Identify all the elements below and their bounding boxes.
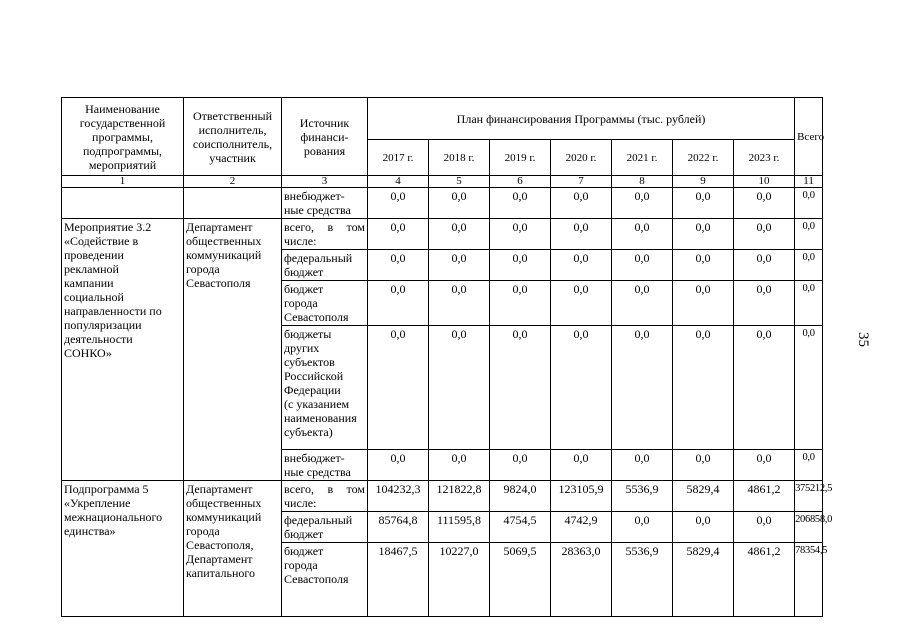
- column-index: 8: [612, 176, 673, 188]
- source-word: всего,: [284, 220, 315, 234]
- source-text: бюджет города Севастополя: [284, 282, 349, 324]
- year-value-cell: 0,0: [612, 512, 673, 543]
- funding-source-cell: [282, 250, 368, 281]
- executor-cell: Департамент общественных коммуникаций города Севастополя, Департамент капитального: [184, 481, 282, 617]
- funding-source-cell: [282, 543, 368, 617]
- year-value-cell: 0,0: [490, 450, 551, 481]
- header-funding-source: Источник финанси- рования: [282, 98, 368, 176]
- year-value-cell: 0,0: [551, 188, 612, 219]
- header-year: 2021 г.: [612, 140, 673, 176]
- source-text: внебюджет- ные средства: [284, 189, 351, 217]
- column-index: 9: [673, 176, 734, 188]
- header-year: 2018 г.: [429, 140, 490, 176]
- total-value-cell: 0,0: [795, 188, 823, 219]
- year-value-cell: 0,0: [734, 281, 795, 326]
- source-line: [284, 482, 365, 496]
- column-index: 6: [490, 176, 551, 188]
- year-value-cell: 5829,4: [673, 481, 734, 512]
- header-year: 2020 г.: [551, 140, 612, 176]
- year-value-cell: 0,0: [490, 281, 551, 326]
- year-value-cell: 0,0: [612, 281, 673, 326]
- year-value-cell: 0,0: [490, 188, 551, 219]
- empty-cell: [184, 188, 282, 219]
- funding-source-cell: [282, 450, 368, 481]
- year-value-cell: 0,0: [429, 188, 490, 219]
- total-value-cell: 0,0: [795, 450, 823, 481]
- source-text: бюджеты других субъектов Российской Федерации (с указанием наименования субъекта): [284, 327, 357, 439]
- year-value-cell: 28363,0: [551, 543, 612, 617]
- source-word: том: [346, 482, 365, 496]
- source-text: федеральный бюджет: [284, 251, 353, 279]
- year-value-cell: 0,0: [490, 326, 551, 450]
- year-value-cell: 10227,0: [429, 543, 490, 617]
- year-value-cell: 0,0: [368, 450, 429, 481]
- funding-source-cell: [282, 219, 368, 250]
- total-value-cell: 78354,5: [795, 543, 823, 617]
- table-row: [62, 219, 823, 250]
- year-value-cell: 0,0: [551, 450, 612, 481]
- program-name-cell: Подпрограмма 5 «Укрепление межнационального единства»: [62, 481, 184, 617]
- funding-source-cell: [282, 188, 368, 219]
- year-value-cell: 0,0: [673, 326, 734, 450]
- year-value-cell: 0,0: [734, 326, 795, 450]
- year-value-cell: 0,0: [673, 219, 734, 250]
- year-value-cell: 0,0: [551, 219, 612, 250]
- total-value-cell: 0,0: [795, 250, 823, 281]
- year-value-cell: 0,0: [673, 450, 734, 481]
- year-value-cell: 0,0: [429, 326, 490, 450]
- year-value-cell: 121822,8: [429, 481, 490, 512]
- header-year: 2022 г.: [673, 140, 734, 176]
- header-executor: Ответственный исполнитель, соисполнитель, участник: [184, 98, 282, 176]
- total-value-cell: 0,0: [795, 326, 823, 450]
- year-value-cell: 0,0: [734, 450, 795, 481]
- table-row: [62, 188, 823, 219]
- header-year: 2019 г.: [490, 140, 551, 176]
- header-year: 2023 г.: [734, 140, 795, 176]
- funding-source-cell: [282, 281, 368, 326]
- source-text: внебюджет- ные средства: [284, 451, 351, 479]
- year-value-cell: 18467,5: [368, 543, 429, 617]
- empty-cell: [62, 188, 184, 219]
- source-word: всего,: [284, 482, 315, 496]
- source-line: числе:: [284, 496, 317, 510]
- column-index: 3: [282, 176, 368, 188]
- year-value-cell: 5069,5: [490, 543, 551, 617]
- year-value-cell: 0,0: [734, 219, 795, 250]
- year-value-cell: 0,0: [368, 326, 429, 450]
- year-value-cell: 111595,8: [429, 512, 490, 543]
- executor-cell: Департамент общественных коммуникаций города Севастополя: [184, 219, 282, 481]
- year-value-cell: 0,0: [673, 188, 734, 219]
- column-index: 7: [551, 176, 612, 188]
- year-value-cell: 0,0: [429, 281, 490, 326]
- page-number: 35: [855, 332, 871, 347]
- year-value-cell: 0,0: [368, 281, 429, 326]
- total-value-cell: 206858,0: [795, 512, 823, 543]
- year-value-cell: 0,0: [368, 250, 429, 281]
- year-value-cell: 0,0: [551, 250, 612, 281]
- year-value-cell: 0,0: [673, 281, 734, 326]
- financing-table: [61, 97, 833, 617]
- year-value-cell: 0,0: [368, 219, 429, 250]
- year-value-cell: 0,0: [673, 512, 734, 543]
- source-word: в: [327, 220, 334, 234]
- table-row: [62, 481, 823, 512]
- source-word: том: [346, 220, 365, 234]
- year-value-cell: 0,0: [368, 188, 429, 219]
- total-value-cell: 0,0: [795, 281, 823, 326]
- source-text: федеральный бюджет: [284, 513, 353, 541]
- year-value-cell: 0,0: [429, 219, 490, 250]
- year-value-cell: 0,0: [734, 250, 795, 281]
- header-program-name: Наименование государственной программы, подпрограммы, мероприятий: [62, 98, 184, 176]
- column-index: 4: [368, 176, 429, 188]
- year-value-cell: 0,0: [490, 250, 551, 281]
- year-value-cell: 85764,8: [368, 512, 429, 543]
- year-value-cell: 0,0: [734, 512, 795, 543]
- column-index-row: [62, 176, 823, 188]
- year-value-cell: 0,0: [734, 188, 795, 219]
- year-value-cell: 123105,9: [551, 481, 612, 512]
- year-value-cell: 0,0: [612, 188, 673, 219]
- header-row-1: [62, 98, 823, 140]
- source-line: [284, 220, 365, 234]
- source-word: в: [327, 482, 334, 496]
- year-value-cell: 4742,9: [551, 512, 612, 543]
- year-value-cell: 5829,4: [673, 543, 734, 617]
- year-value-cell: 0,0: [612, 250, 673, 281]
- funding-source-cell: [282, 512, 368, 543]
- column-index: 1: [62, 176, 184, 188]
- source-line: числе:: [284, 234, 317, 248]
- header-year: 2017 г.: [368, 140, 429, 176]
- year-value-cell: 4754,5: [490, 512, 551, 543]
- year-value-cell: 0,0: [612, 326, 673, 450]
- year-value-cell: 104232,3: [368, 481, 429, 512]
- funding-source-cell: [282, 481, 368, 512]
- year-value-cell: 5536,9: [612, 481, 673, 512]
- year-value-cell: 0,0: [490, 219, 551, 250]
- column-index: 10: [734, 176, 795, 188]
- year-value-cell: 0,0: [551, 281, 612, 326]
- year-value-cell: 9824,0: [490, 481, 551, 512]
- year-value-cell: 0,0: [673, 250, 734, 281]
- total-value-cell: 0,0: [795, 219, 823, 250]
- program-name-cell: Мероприятие 3.2 «Содействие в проведении рекламной кампании социальной направленности по популяризации деятельности СОНКО»: [62, 219, 184, 481]
- column-index: 11: [795, 176, 823, 188]
- column-index: 2: [184, 176, 282, 188]
- year-value-cell: 0,0: [612, 219, 673, 250]
- funding-source-cell: [282, 326, 368, 450]
- year-value-cell: 0,0: [429, 450, 490, 481]
- total-value-cell: 375212,5: [795, 481, 823, 512]
- year-value-cell: 5536,9: [612, 543, 673, 617]
- header-financing-plan: План финансирования Программы (тыс. рублей): [368, 98, 795, 140]
- header-total: Всего: [795, 98, 823, 176]
- year-value-cell: 4861,2: [734, 481, 795, 512]
- year-value-cell: 0,0: [429, 250, 490, 281]
- year-value-cell: 0,0: [551, 326, 612, 450]
- column-index: 5: [429, 176, 490, 188]
- year-value-cell: 4861,2: [734, 543, 795, 617]
- year-value-cell: 0,0: [612, 450, 673, 481]
- source-text: бюджет города Севастополя: [284, 544, 349, 586]
